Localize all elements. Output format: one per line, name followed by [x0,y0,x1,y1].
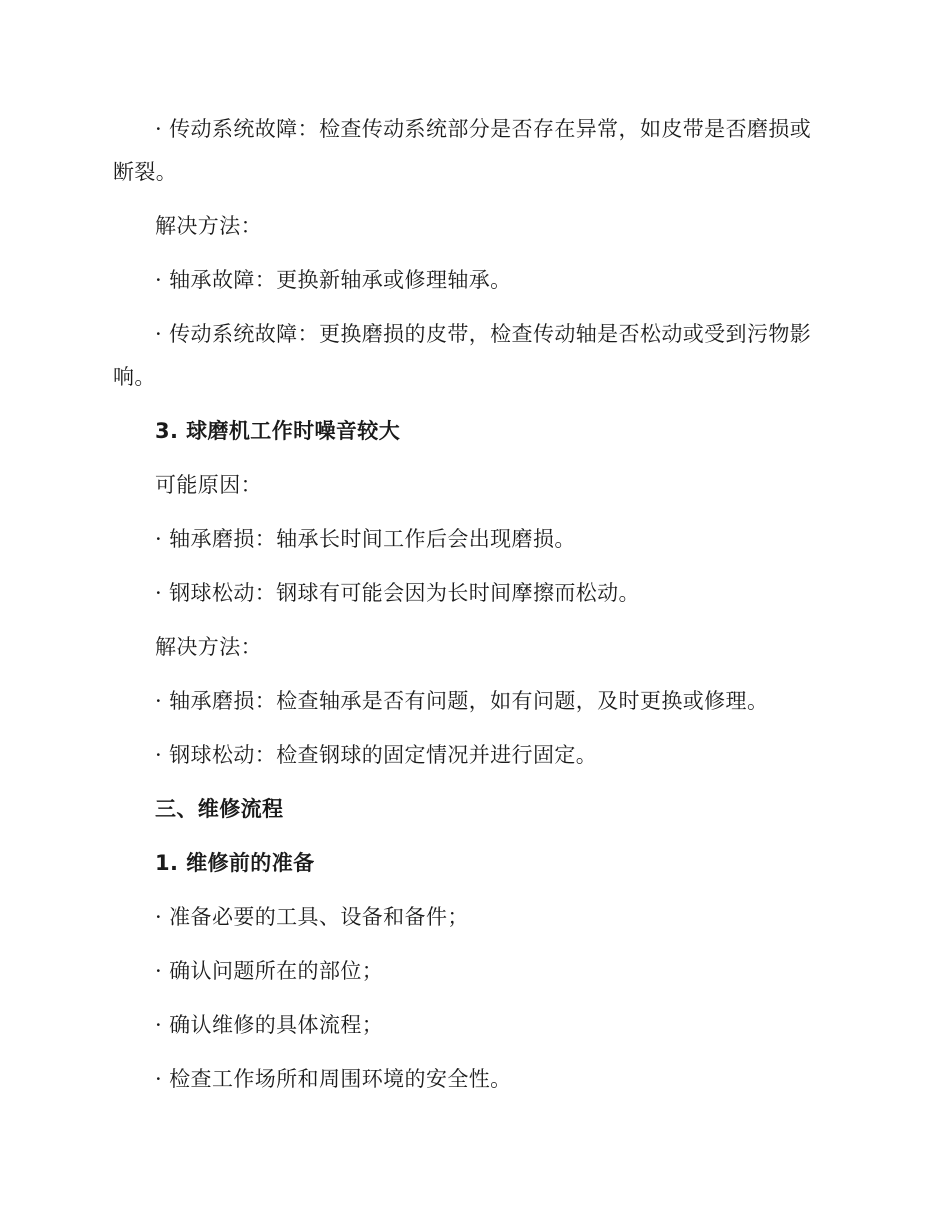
bullet-loose-ball-cause: · 钢球松动：钢球有可能会因为长时间摩擦而松动。 [155,581,640,605]
label-solution-2: 解决方法： [155,635,262,659]
bullet-loose-ball-fix: · 钢球松动：检查钢球的固定情况并进行固定。 [155,743,598,767]
bullet-confirm-process: · 确认维修的具体流程； [155,1013,384,1037]
bullet-bearing-wear-cause: · 轴承磨损：轴承长时间工作后会出现磨损。 [155,527,576,551]
bullet-transmission-fault-fix: · 传动系统故障：更换磨损的皮带，检查传动轴是否松动或受到污物影响。 [113,322,812,389]
heading-repair-process: 三、维修流程 [155,797,284,821]
bullet-confirm-location: · 确认问题所在的部位； [155,959,384,983]
bullet-bearing-wear-fix: · 轴承磨损：检查轴承是否有问题，如有问题，及时更换或修理。 [155,689,769,713]
heading-noise-issue: 3. 球磨机工作时噪音较大 [155,419,401,443]
label-possible-causes: 可能原因： [155,473,262,497]
bullet-prepare-tools: · 准备必要的工具、设备和备件； [155,905,469,929]
bullet-bearing-fault-fix: · 轴承故障：更换新轴承或修理轴承。 [155,268,512,292]
label-solution: 解决方法： [155,214,262,238]
bullet-transmission-fault-check: · 传动系统故障：检查传动系统部分是否存在异常，如皮带是否磨损或断裂。 [113,117,812,184]
bullet-check-safety: · 检查工作场所和周围环境的安全性。 [155,1067,512,1091]
heading-pre-repair-preparation: 1. 维修前的准备 [155,851,315,875]
document-body [113,108,823,1112]
